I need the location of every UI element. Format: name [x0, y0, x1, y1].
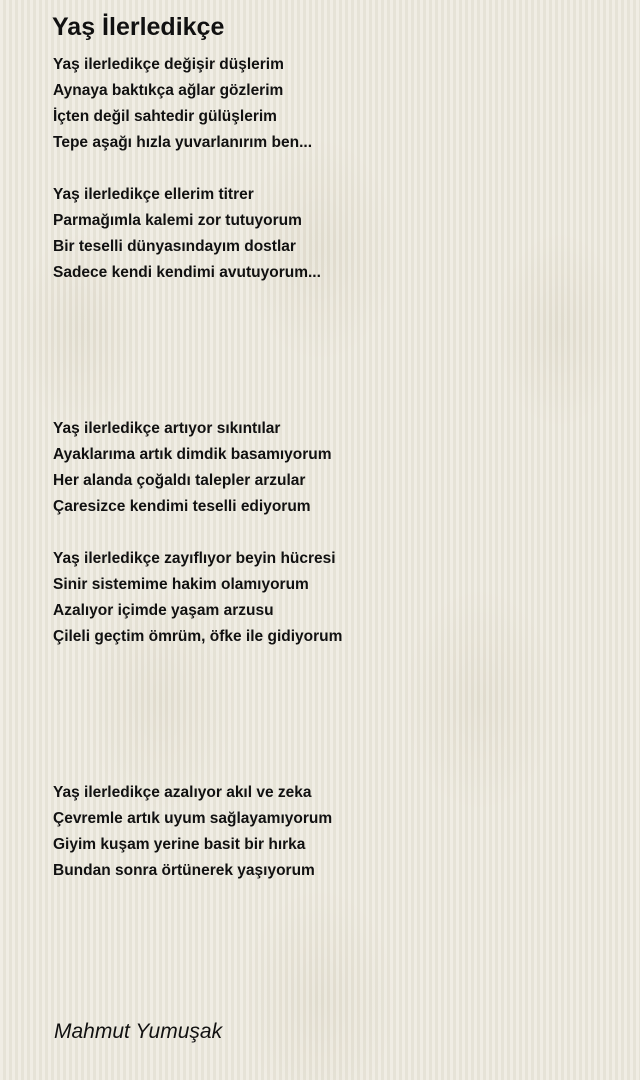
- poem-line: Yaş ilerledikçe değişir düşlerim: [53, 56, 284, 73]
- stanza-spacer: [53, 520, 613, 546]
- poem-line: Parmağımla kalemi zor tutuyorum: [53, 212, 302, 229]
- poem-line: Aynaya baktıkça ağlar gözlerim: [53, 82, 284, 99]
- poem-line: Çaresizce kendimi teselli ediyorum: [53, 498, 311, 515]
- poem-line: Bundan sonra örtünerek yaşıyorum: [53, 862, 315, 879]
- stanza-spacer: [53, 156, 613, 182]
- stanza-1: [53, 52, 613, 156]
- poem-line: Çevremle artık uyum sağlayamıyorum: [53, 810, 333, 827]
- stanza-4: [53, 546, 613, 650]
- poem-title: Yaş İlerledikçe: [52, 13, 225, 41]
- section-spacer: [53, 650, 613, 780]
- poem-line: Yaş ilerledikçe artıyor sıkıntılar: [53, 420, 281, 437]
- stanza-3: [53, 416, 613, 520]
- poem-line: Sinir sistemime hakim olamıyorum: [53, 576, 309, 593]
- poem-line: Bir teselli dünyasındayım dostlar: [53, 238, 296, 255]
- poem-body: [53, 52, 613, 884]
- poem-line: Ayaklarıma artık dimdik basamıyorum: [53, 446, 332, 463]
- poem-line: Sadece kendi kendimi avutuyorum...: [53, 264, 321, 281]
- poem-line: Her alanda çoğaldı talepler arzular: [53, 472, 306, 489]
- poem-line: Tepe aşağı hızla yuvarlanırım ben...: [53, 134, 312, 151]
- poem-line: Yaş ilerledikçe zayıflıyor beyin hücresi: [53, 550, 336, 567]
- stanza-5: [53, 780, 613, 884]
- poem-line: Azalıyor içimde yaşam arzusu: [53, 602, 274, 619]
- poem-line: İçten değil sahtedir gülüşlerim: [53, 108, 277, 125]
- poem-author: Mahmut Yumuşak: [54, 1020, 223, 1043]
- poem-line: Giyim kuşam yerine basit bir hırka: [53, 836, 306, 853]
- poem-line: Yaş ilerledikçe ellerim titrer: [53, 186, 254, 203]
- section-spacer: [53, 286, 613, 416]
- stanza-2: [53, 182, 613, 286]
- poem-line: Yaş ilerledikçe azalıyor akıl ve zeka: [53, 784, 312, 801]
- poem-line: Çileli geçtim ömrüm, öfke ile gidiyorum: [53, 628, 343, 645]
